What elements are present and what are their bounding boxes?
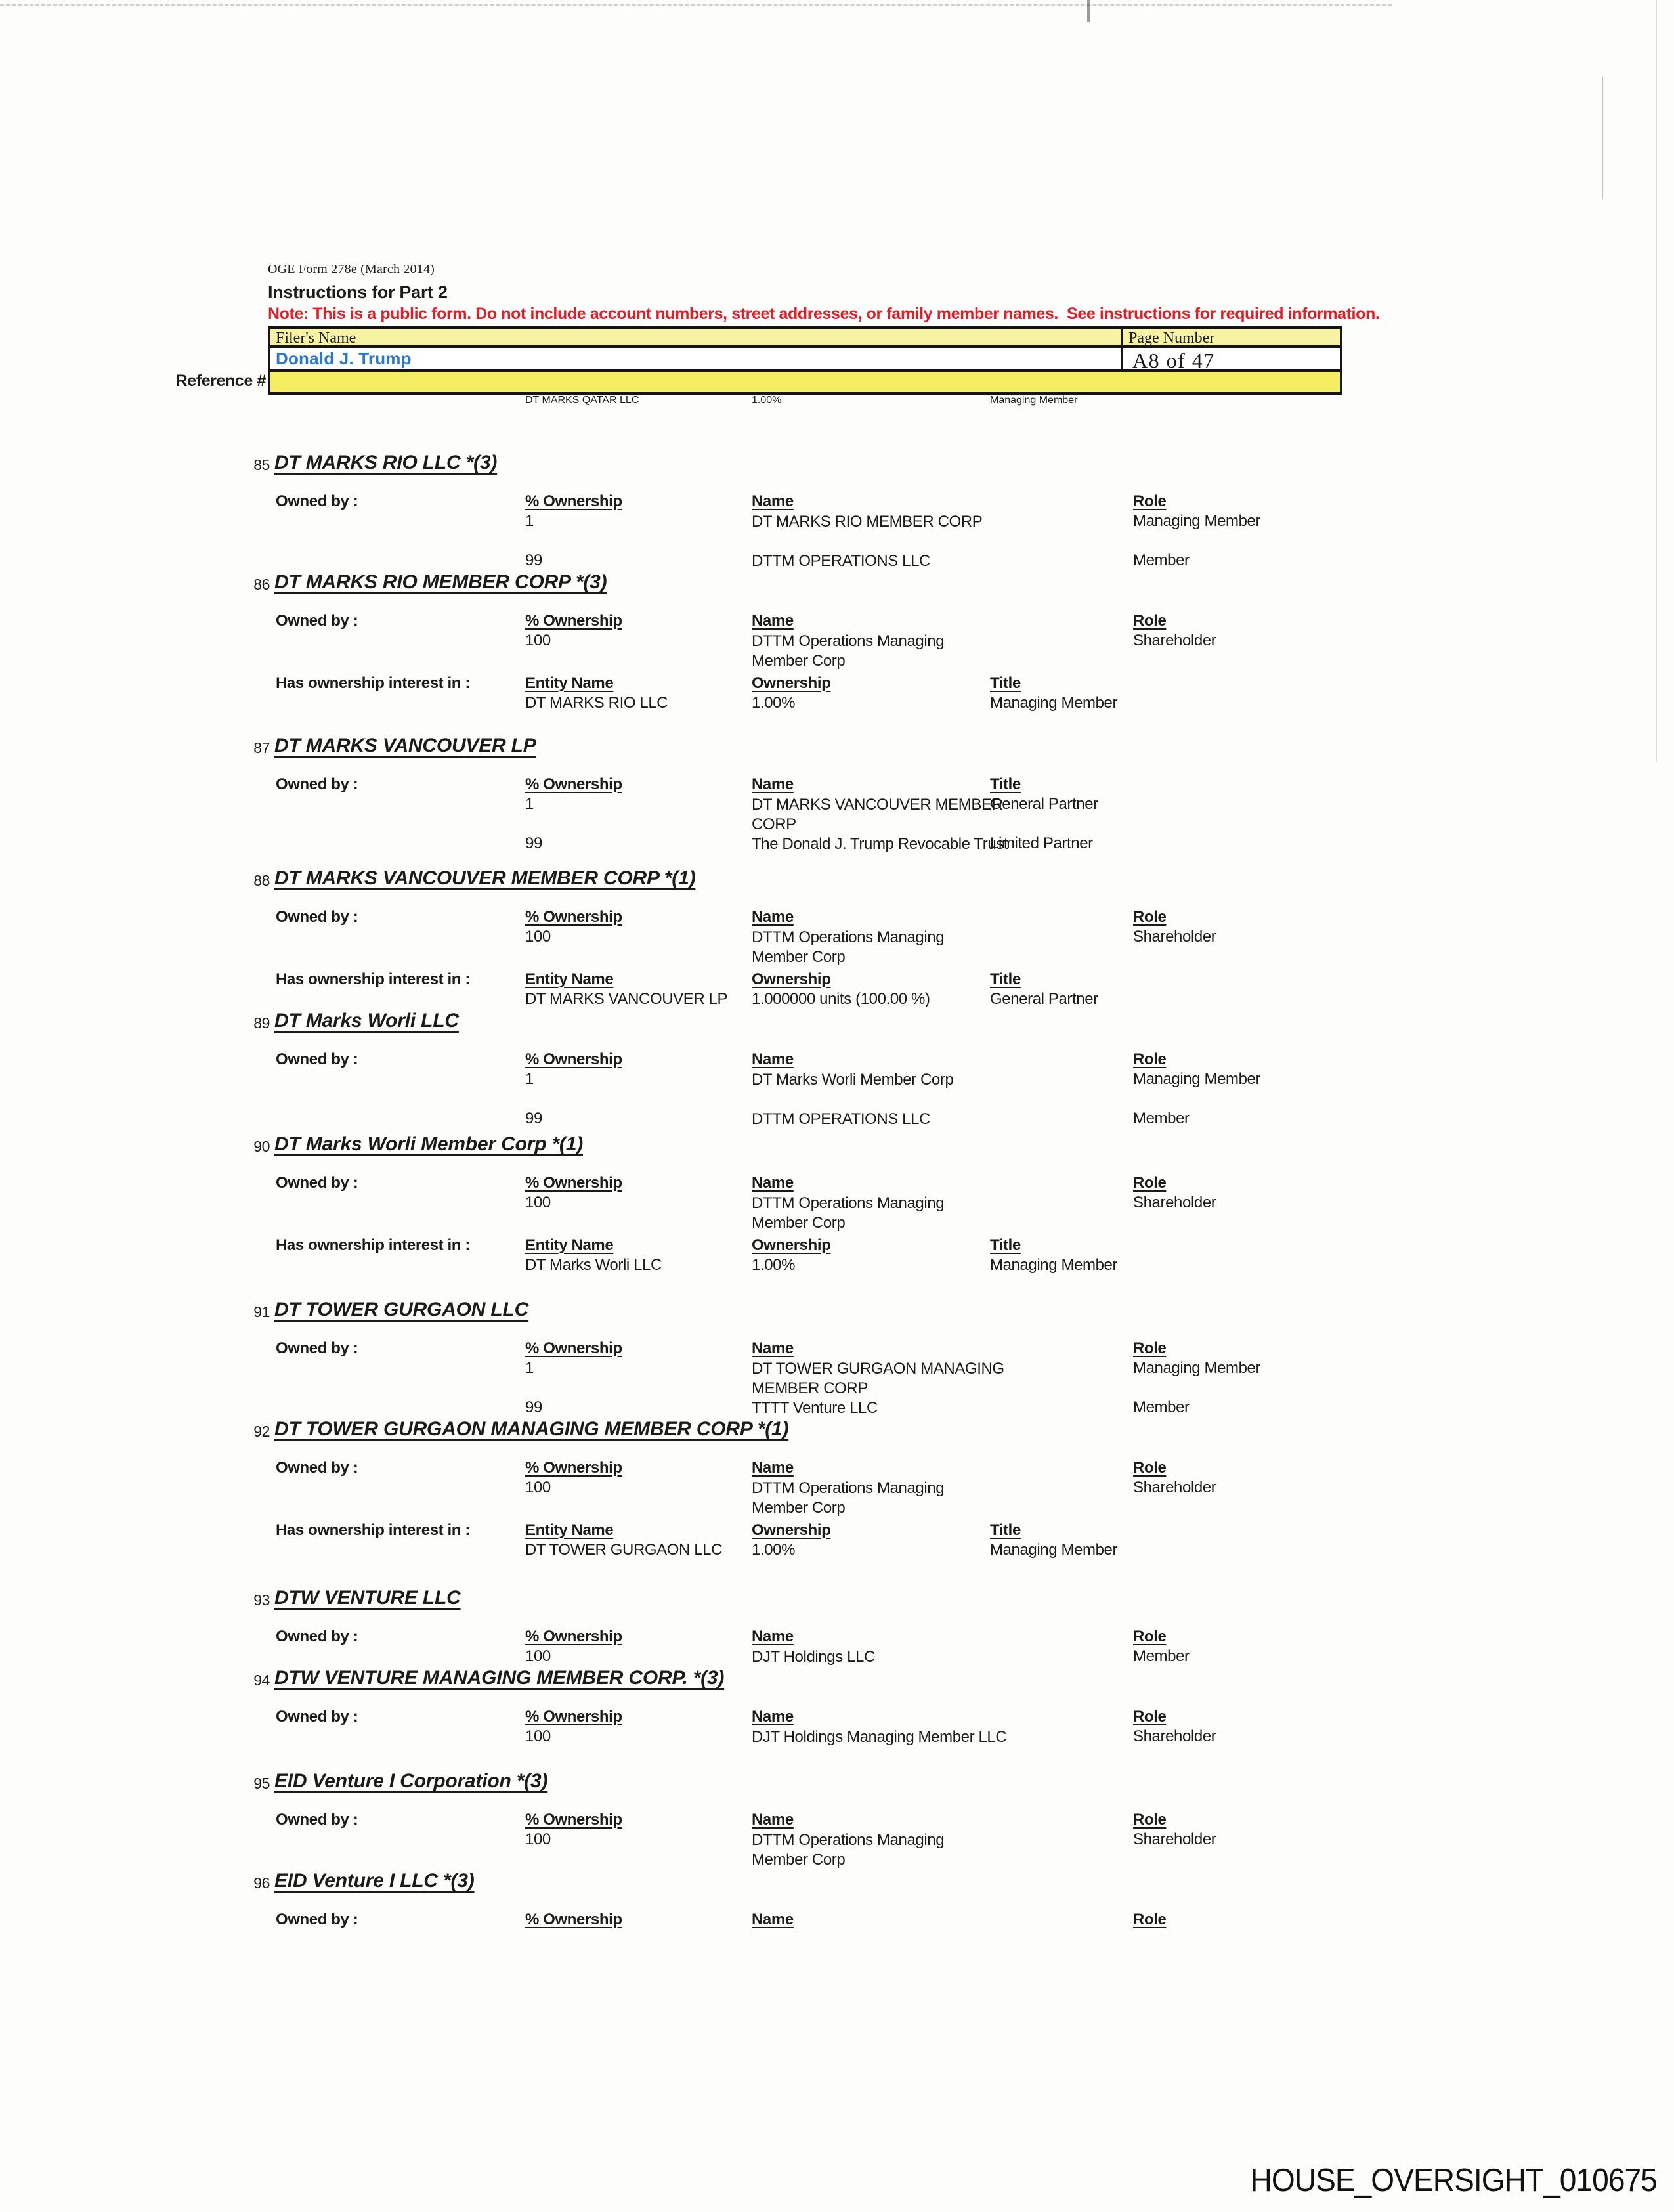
owner-name-line: DJT Holdings Managing Member LLC (752, 1728, 1007, 1746)
pct-ownership-header: % Ownership (525, 1051, 622, 1068)
title-header: Title (990, 970, 1021, 988)
entity-heading (253, 1133, 1395, 1157)
table-value-row (270, 348, 1340, 372)
ownership-header: Ownership (752, 674, 831, 692)
role-value: Managing Member (1133, 512, 1261, 530)
owner-name-line: DT MARKS VANCOUVER MEMBER (752, 796, 1003, 813)
page-number-value: A8 of 47 (1121, 348, 1340, 369)
entity-name-header: Entity Name (525, 674, 614, 692)
ownership-value: 1.00% (752, 1256, 796, 1274)
owner-name-line: DJT Holdings LLC (752, 1648, 875, 1666)
entity-title: DT MARKS VANCOUVER MEMBER CORP *(1) (274, 867, 696, 889)
role-header: Role (1133, 1811, 1167, 1829)
owned-by-label: Owned by : (276, 1174, 358, 1192)
name-header: Name (752, 1911, 794, 1928)
owned-by-label: Owned by : (276, 1051, 358, 1068)
entity-item (253, 1770, 1395, 1870)
title-value: Limited Partner (990, 835, 1093, 852)
role-header: Role (1133, 492, 1167, 510)
name-header: Name (752, 775, 794, 793)
has-interest-value-row (253, 990, 1395, 1010)
entity-title: DT Marks Worli Member Corp *(1) (274, 1133, 583, 1155)
entity-heading (253, 1010, 1395, 1033)
owner-name-line: DTTM OPERATIONS LLC (752, 552, 930, 570)
entity-number: 85 (253, 456, 270, 473)
owned-by-header-row (253, 1811, 1395, 1831)
ownership-value: 1.00% (752, 395, 782, 406)
entity-number: 91 (253, 1303, 270, 1320)
owned-by-header-row (253, 1628, 1395, 1647)
entity-number: 95 (253, 1775, 270, 1792)
title-header: Title (990, 674, 1021, 692)
owner-name-line: DTTM Operations Managing (752, 1479, 945, 1497)
owned-by-label: Owned by : (276, 1459, 358, 1477)
pct-ownership-value: 1 (525, 795, 534, 813)
owner-row (253, 928, 1395, 967)
pct-ownership-header: % Ownership (525, 908, 622, 926)
owner-name-line: The Donald J. Trump Revocable Trust (752, 835, 1008, 853)
name-header: Name (752, 908, 794, 926)
owner-row (253, 835, 1395, 854)
owner-name-value (752, 512, 982, 532)
entity-number: 94 (253, 1672, 270, 1689)
owner-row (253, 632, 1395, 671)
owner-row (253, 552, 1395, 571)
entity-number: 87 (253, 739, 270, 756)
has-interest-header-row (253, 970, 1395, 990)
pct-ownership-value: 99 (525, 552, 542, 569)
owner-name-line: Member Corp (752, 1851, 846, 1869)
owner-name-line: DTTM Operations Managing (752, 632, 945, 650)
entity-item (253, 1133, 1395, 1276)
public-form-note: Note: This is a public form. Do not include account numbers, street addresses, or family member names. See instructions for required information. (268, 305, 1380, 323)
owned-by-label: Owned by : (276, 1628, 358, 1645)
role-value: Shareholder (1133, 1727, 1216, 1745)
name-header: Name (752, 1174, 794, 1192)
owner-name-line: DT MARKS RIO MEMBER CORP (752, 513, 983, 531)
pct-ownership-value: 100 (525, 1479, 551, 1496)
owned-by-label: Owned by : (276, 492, 358, 510)
owner-row (253, 1727, 1395, 1747)
ownership-value: 1.00% (752, 694, 796, 712)
has-interest-header-row (253, 1521, 1395, 1541)
role-header: Role (1133, 612, 1167, 630)
title-value: Managing Member (990, 1256, 1118, 1274)
owned-by-header-row (253, 908, 1395, 928)
entity-heading (253, 735, 1395, 758)
role-header: Role (1133, 908, 1167, 926)
entity-item (253, 1010, 1395, 1129)
owned-by-label: Owned by : (276, 612, 358, 630)
entity-title: DT MARKS RIO LLC *(3) (274, 452, 498, 473)
owner-row (253, 1399, 1395, 1418)
owner-name-value (752, 1831, 944, 1870)
owner-name-value (752, 1399, 878, 1418)
has-interest-value-row (253, 1541, 1395, 1561)
entity-item (253, 452, 1395, 571)
role-header: Role (1133, 1628, 1167, 1645)
scan-artifact-vertical-line (1602, 77, 1603, 199)
role-value: Shareholder (1133, 1831, 1216, 1848)
name-header: Name (752, 1811, 794, 1829)
pct-ownership-value: 100 (525, 928, 551, 945)
owner-name-line: DTTM OPERATIONS LLC (752, 1110, 930, 1128)
role-header: Role (1133, 1174, 1167, 1192)
owner-name-line: MEMBER CORP (752, 1379, 868, 1397)
owner-name-value (752, 1070, 953, 1090)
entity-name-value: DT MARKS VANCOUVER LP (525, 990, 728, 1008)
owner-row (253, 1110, 1395, 1129)
entity-title: DT MARKS VANCOUVER LP (274, 735, 536, 756)
title-value: General Partner (990, 795, 1098, 813)
reference-number-label: Reference # (175, 372, 266, 390)
pct-ownership-value: 100 (525, 1727, 551, 1745)
scan-artifact-top-tick (1087, 0, 1090, 22)
entity-list (253, 452, 1395, 1930)
entity-name-value: DT Marks Worli LLC (525, 1256, 662, 1274)
owner-name-value (752, 1359, 1004, 1399)
pct-ownership-header: % Ownership (525, 492, 622, 510)
table-header-row (270, 329, 1340, 348)
pct-ownership-value: 1 (525, 1070, 534, 1088)
owned-by-label: Owned by : (276, 1911, 358, 1928)
title-value: Managing Member (990, 395, 1078, 406)
pct-ownership-header: % Ownership (525, 1339, 622, 1357)
filer-info-table (268, 326, 1342, 395)
role-header: Role (1133, 1911, 1167, 1928)
entity-item (253, 1587, 1395, 1667)
owned-by-label: Owned by : (276, 1708, 358, 1725)
form-id: OGE Form 278e (March 2014) (268, 262, 435, 276)
entity-title: EID Venture I Corporation *(3) (274, 1770, 548, 1792)
role-value: Member (1133, 1110, 1190, 1127)
entity-title: DTW VENTURE MANAGING MEMBER CORP. *(3) (274, 1667, 725, 1689)
owner-name-line: Member Corp (752, 1499, 846, 1517)
owned-by-label: Owned by : (276, 1811, 358, 1829)
entity-number: 92 (253, 1423, 270, 1440)
entity-title: DT MARKS RIO MEMBER CORP *(3) (274, 571, 607, 593)
owner-name-value (752, 835, 1008, 854)
owner-row (253, 1070, 1395, 1110)
pct-ownership-header: % Ownership (525, 1628, 622, 1645)
entity-name-value: DT MARKS RIO LLC (525, 694, 668, 712)
owner-name-line: DTTM Operations Managing (752, 1194, 945, 1212)
owner-row (253, 1831, 1395, 1870)
pct-ownership-value: 100 (525, 1194, 551, 1211)
title-value: Managing Member (990, 1541, 1118, 1559)
role-value: Shareholder (1133, 928, 1216, 945)
has-interest-header-row (253, 1236, 1395, 1256)
owned-by-label: Owned by : (276, 1339, 358, 1357)
entity-heading (253, 452, 1395, 475)
title-value: Managing Member (990, 694, 1118, 712)
entity-item (253, 1870, 1395, 1930)
entity-number: 86 (253, 576, 270, 593)
owner-row (253, 795, 1395, 835)
filers-name-label: Filer's Name (276, 330, 356, 345)
owned-by-header-row (253, 612, 1395, 632)
pct-ownership-value: 100 (525, 1831, 551, 1848)
role-value: Member (1133, 1647, 1190, 1665)
title-header: Title (990, 1521, 1021, 1539)
owner-row (253, 1194, 1395, 1233)
owner-name-value (752, 1194, 944, 1233)
pct-ownership-header: % Ownership (525, 1459, 622, 1477)
name-header: Name (752, 1459, 794, 1477)
owned-by-header-row (253, 1459, 1395, 1479)
has-interest-label: Has ownership interest in : (276, 1236, 470, 1254)
name-header: Name (752, 612, 794, 630)
entity-number: 90 (253, 1138, 270, 1155)
role-header: Role (1133, 1339, 1167, 1357)
entity-heading (253, 1667, 1395, 1691)
role-value: Managing Member (1133, 1359, 1261, 1377)
owned-by-header-row (253, 1051, 1395, 1070)
owner-name-value (752, 632, 944, 671)
entity-heading (253, 867, 1395, 891)
pct-ownership-value: 99 (525, 1399, 542, 1416)
ownership-value: 1.00% (752, 1541, 796, 1559)
entity-heading (253, 1870, 1395, 1894)
entity-name-value: DT TOWER GURGAON LLC (525, 1541, 723, 1559)
entity-title: DTW VENTURE LLC (274, 1587, 461, 1609)
entity-title: EID Venture I LLC *(3) (274, 1870, 475, 1892)
pct-ownership-header: % Ownership (525, 1911, 622, 1928)
page-title: Instructions for Part 2 (268, 282, 448, 302)
ownership-value: 1.000000 units (100.00 %) (752, 990, 930, 1008)
owned-by-label: Owned by : (276, 775, 358, 793)
has-interest-value-row (253, 694, 1395, 714)
owner-name-value (752, 1479, 944, 1518)
entity-heading (253, 1299, 1395, 1322)
entity-item (253, 1667, 1395, 1747)
title-header: Title (990, 1236, 1021, 1254)
entity-number: 89 (253, 1014, 270, 1031)
entity-item (253, 1418, 1395, 1561)
owner-name-value (752, 552, 930, 571)
owner-name-value (752, 928, 944, 967)
role-value: Member (1133, 552, 1190, 569)
entity-heading (253, 1770, 1395, 1794)
scan-artifact-top-dashed-line (0, 4, 1392, 6)
owner-name-line: DTTM Operations Managing (752, 1831, 945, 1849)
pct-ownership-value: 100 (525, 632, 551, 649)
pct-ownership-value: 1 (525, 512, 534, 530)
entity-item (253, 867, 1395, 1010)
role-value: Managing Member (1133, 1070, 1261, 1088)
title-header: Title (990, 775, 1021, 793)
role-value: Shareholder (1133, 632, 1216, 649)
pct-ownership-value: 99 (525, 835, 542, 852)
ownership-header: Ownership (752, 970, 831, 988)
entity-item (253, 735, 1395, 854)
has-interest-value-row (253, 1256, 1395, 1276)
name-header: Name (752, 1339, 794, 1357)
role-header: Role (1133, 1708, 1167, 1725)
owner-name-line: DT Marks Worli Member Corp (752, 1071, 954, 1089)
owned-by-label: Owned by : (276, 908, 358, 926)
owned-by-header-row (253, 775, 1395, 795)
reference-number-row (270, 372, 1340, 392)
title-value: General Partner (990, 990, 1098, 1008)
role-header: Role (1133, 1459, 1167, 1477)
has-interest-label: Has ownership interest in : (276, 674, 470, 692)
name-header: Name (752, 492, 794, 510)
owned-by-header-row (253, 1911, 1395, 1930)
role-value: Shareholder (1133, 1194, 1216, 1211)
has-interest-header-row (253, 674, 1395, 694)
role-value: Member (1133, 1399, 1190, 1416)
filer-name-value: Donald J. Trump (276, 349, 412, 368)
pct-ownership-header: % Ownership (525, 1811, 622, 1829)
name-header: Name (752, 1051, 794, 1068)
owned-by-header-row (253, 1708, 1395, 1727)
entity-number: 96 (253, 1875, 270, 1892)
owner-name-line: Member Corp (752, 948, 846, 966)
owner-name-line: Member Corp (752, 652, 846, 670)
ownership-header: Ownership (752, 1521, 831, 1539)
owner-name-line: DTTM Operations Managing (752, 928, 945, 946)
owned-by-header-row (253, 1339, 1395, 1359)
entity-title: DT Marks Worli LLC (274, 1010, 459, 1031)
pct-ownership-header: % Ownership (525, 612, 622, 630)
owned-by-header-row (253, 492, 1395, 512)
entity-number: 88 (253, 872, 270, 889)
entity-heading (253, 1587, 1395, 1611)
owner-name-value (752, 1110, 930, 1129)
has-interest-label: Has ownership interest in : (276, 1521, 470, 1539)
bates-stamp: HOUSE_OVERSIGHT_010675 (1250, 2163, 1657, 2198)
role-header: Role (1133, 1051, 1167, 1068)
entity-number: 93 (253, 1592, 270, 1609)
entity-title: DT TOWER GURGAON LLC (274, 1299, 529, 1320)
entity-name-value: DT MARKS QATAR LLC (525, 395, 639, 406)
pct-ownership-value: 100 (525, 1647, 551, 1665)
owned-by-header-row (253, 1174, 1395, 1194)
name-header: Name (752, 1628, 794, 1645)
entity-name-header: Entity Name (525, 1236, 614, 1254)
entity-heading (253, 1418, 1395, 1442)
pct-ownership-value: 99 (525, 1110, 542, 1127)
entity-item (253, 1299, 1395, 1418)
owner-row (253, 1359, 1395, 1399)
owner-name-value (752, 1647, 875, 1667)
ownership-header: Ownership (752, 1236, 831, 1254)
owner-name-line: TTTT Venture LLC (752, 1399, 878, 1417)
owner-name-line: Member Corp (752, 1214, 846, 1232)
entity-name-header: Entity Name (525, 1521, 614, 1539)
entity-item (253, 571, 1395, 714)
role-value: Shareholder (1133, 1479, 1216, 1496)
owner-row (253, 1479, 1395, 1518)
name-header: Name (752, 1708, 794, 1725)
page-number-label: Page Number (1121, 329, 1340, 345)
pct-ownership-header: % Ownership (525, 1174, 622, 1192)
owner-name-line: CORP (752, 815, 796, 833)
scan-artifact-vertical-line (1656, 0, 1657, 762)
owner-name-value (752, 795, 1003, 835)
entity-heading (253, 571, 1395, 595)
pct-ownership-header: % Ownership (525, 1708, 622, 1725)
has-interest-label: Has ownership interest in : (276, 970, 470, 988)
owner-row (253, 1647, 1395, 1667)
carryover-row (253, 395, 1395, 414)
owner-row (253, 512, 1395, 552)
pct-ownership-header: % Ownership (525, 775, 622, 793)
owner-name-value (752, 1727, 1006, 1747)
entity-title: DT TOWER GURGAON MANAGING MEMBER CORP *(1) (274, 1418, 789, 1440)
entity-name-header: Entity Name (525, 970, 614, 988)
pct-ownership-value: 1 (525, 1359, 534, 1377)
owner-name-line: DT TOWER GURGAON MANAGING (752, 1360, 1004, 1377)
